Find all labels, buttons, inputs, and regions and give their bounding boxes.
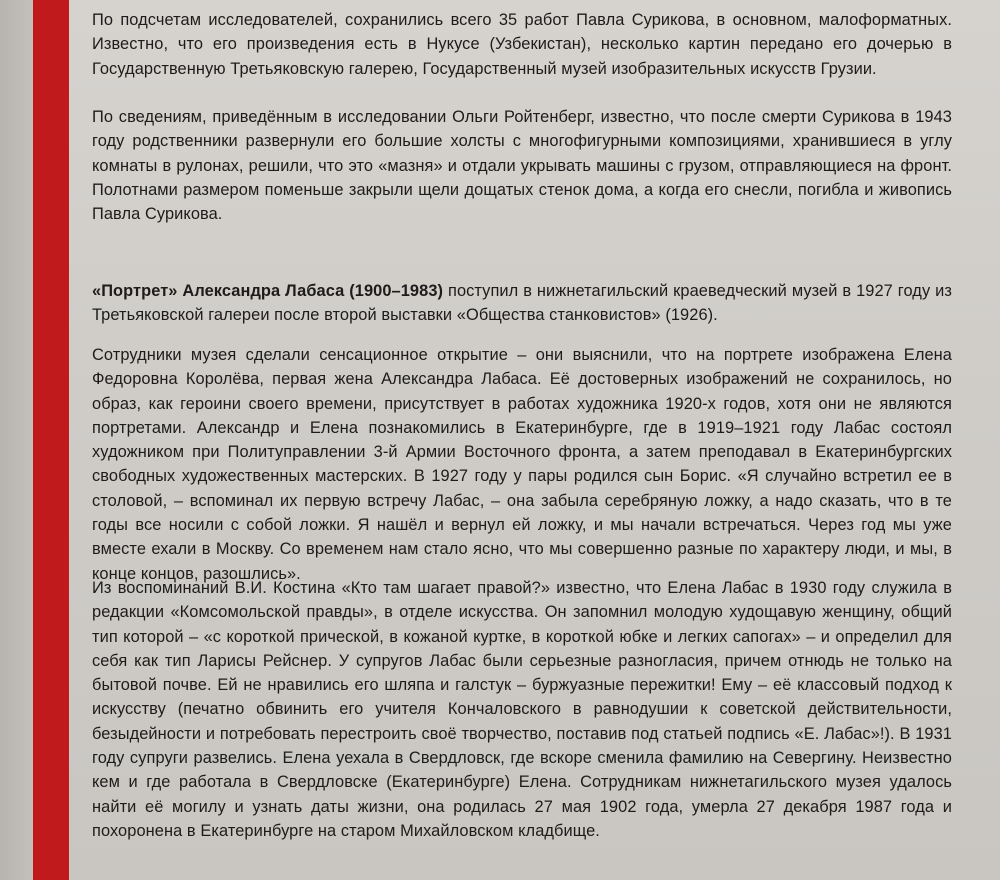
- wall-edge: [0, 0, 33, 880]
- portrait-heading: «Портрет» Александра Лабаса (1900–1983): [92, 282, 444, 300]
- paragraph-kostin-memoirs: Из воспоминаний В.И. Костина «Кто там шагает правой?» известно, что Елена Лабас в 1930 году служила в редакции «Комсомольской правды», в отделе искусства. Он запомнил молодую худощавую женщину, общий тип которой – «с короткой прической, в кожаной куртке, в короткой юбке и легких сапогах» – и определил для себя как тип Ларисы Рейснер. У супругов Лабас были серьезные разногласия, причем отнюдь не только на бытовой почве. Ей не нравились его шляпа и галстук – буржуазные пережитки! Ему – её классовый подход к искусству (печатно обвинить его учителя Кончаловского в равнодушии к советской действительности, безыдейности и потребовать перестроить своё творчество, поставив под статьей подпись «Е. Лабас»!). В 1931 году супруги развелись. Елена уехала в Свердловск, где вскоре сменила фамилию на Севергину. Неизвестно кем и где работала в Свердловске (Екатеринбурге) Елена. Сотрудникам нижнетагильского музея удалось найти её могилу и узнать даты жизни, она родилась 27 мая 1902 года, умерла 27 декабря 1987 года и похоронена в Екатеринбурге на старом Михайловском кладбище.: [92, 579, 952, 840]
- paragraph-museum-discovery: Сотрудники музея сделали сенсационное открытие – они выяснили, что на портрете изображена Елена Федоровна Королёва, первая жена Александра Лабаса. Её достоверных изображений не сохранилось, но образ, как героини своего времени, присутствует в работах художника 1920-х годов, хотя они не являются портретами. Александр и Елена познакомились в Екатеринбурге, где в 1919–1921 году Лабас состоял художником при Политуправлении 3-й Армии Восточного фронта, а затем преподавал в Екатеринбургских свободных художественных мастерских. В 1927 году у пары родился сын Борис. «Я случайно встретил ее в столовой, – вспоминал их первую встречу Лабас, – она забыла серебряную ложку, а надо сказать, что в те годы все носили с собой ложки. Я нашёл и вернул ей ложку, и мы начали встречаться. Через год мы уже вместе ехали в Москву. Со временем нам стало ясно, что мы совершенно разные по характеру люди, и мы, в конце концов, разошлись».: [92, 346, 952, 583]
- paragraph-surikov-canvases: По сведениям, приведённым в исследовании Ольги Ройтенберг, известно, что после смерти Сурикова в 1943 году родственники развернули его большие холсты с многофигурными композициями, хранившиеся в углу комнаты в рулонах, решили, что это «мазня» и отдали укрывать машины с грузом, отправляющиеся на фронт. Полотнами размером поменьше закрыли щели дощатых стенок дома, а когда его снесли, погибла и живопись Павла Сурикова.: [92, 108, 952, 224]
- red-accent-stripe: [33, 0, 69, 880]
- paragraph-surikov-works: По подсчетам исследователей, сохранились всего 35 работ Павла Сурикова, в основном, малоформатных. Известно, что его произведения есть в Нукусе (Узбекистан), несколько картин передано его дочерью в Государственную Третьяковскую галерею, Государственный музей изобразительных искусств Грузии.: [92, 11, 952, 78]
- paragraph-labas-portrait: [92, 279, 952, 328]
- portrait-intro-text: поступил в нижнетагильский краеведческий музей в 1927 году из Третьяковской галереи после второй выставки «Общества станковистов» (1926).: [92, 282, 952, 325]
